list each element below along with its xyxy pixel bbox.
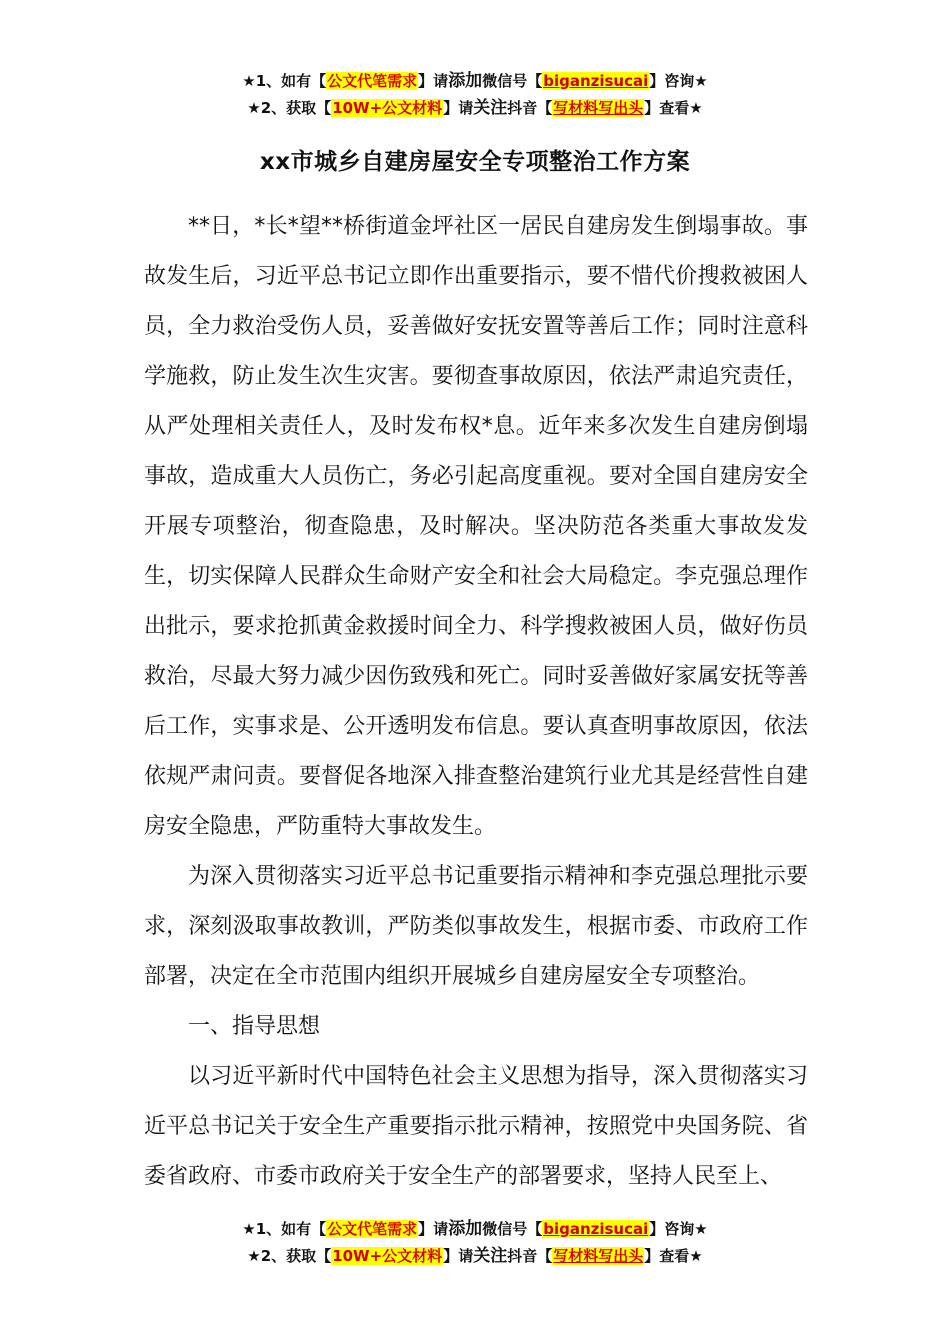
banner-emphasis: 添加	[448, 1219, 483, 1239]
banner-highlight: 10W+公文材料	[332, 1247, 443, 1265]
paragraph: 以习近平新时代中国特色社会主义思想为指导，深入贯彻落实习近平总书记关于安全生产重要指示批示精神，按照党中央国务院、省委省政府、市委市政府关于安全生产的部署要求，坚持人民至上、	[144, 1064, 808, 1189]
banner-highlight-wechat: biganzisucai	[543, 72, 649, 90]
banner-text: 】咨询★	[649, 1220, 708, 1238]
banner-text: 抖音【	[507, 99, 553, 117]
banner-text: 】咨询★	[649, 72, 708, 90]
banner-emphasis: 添加	[448, 71, 483, 91]
banner-text: ★1、如有【	[242, 1220, 327, 1238]
banner-line-1	[0, 68, 950, 95]
footer-banner	[0, 1216, 950, 1270]
banner-highlight-wechat: biganzisucai	[543, 1220, 649, 1238]
banner-highlight: 公文代笔需求	[327, 1220, 418, 1238]
banner-emphasis: 关注	[473, 98, 508, 118]
banner-text: ★2、获取【	[247, 99, 332, 117]
section-heading: 一、指导思想	[188, 1014, 321, 1039]
banner-line-1	[0, 1216, 950, 1243]
banner-line-2	[0, 1243, 950, 1270]
document-body	[144, 202, 808, 1202]
banner-text: 】请	[443, 1247, 474, 1265]
paragraph: 为深入贯彻落实习近平总书记重要指示精神和李克强总理批示要求，深刻汲取事故教训，严防类似事故发生，根据市委、市政府工作部署，决定在全市范围内组织开展城乡自建房屋安全专项整治。	[144, 864, 808, 989]
banner-highlight-douyin: 写材料写出头	[553, 99, 644, 117]
banner-text: 】请	[443, 99, 474, 117]
banner-text: ★2、获取【	[247, 1247, 332, 1265]
banner-text: 微信号【	[482, 1220, 543, 1238]
banner-highlight-douyin: 写材料写出头	[553, 1247, 644, 1265]
header-banner	[0, 68, 950, 122]
banner-text: 】请	[418, 72, 449, 90]
banner-text: 微信号【	[482, 72, 543, 90]
banner-text: ★1、如有【	[242, 72, 327, 90]
banner-text: 】查看★	[644, 99, 703, 117]
banner-highlight: 公文代笔需求	[327, 72, 418, 90]
banner-text: 】请	[418, 1220, 449, 1238]
paragraph: **日，*长*望**桥街道金坪社区一居民自建房发生倒塌事故。事故发生后，习近平总书记立即作出重要指示，要不惜代价搜救被困人员，全力救治受伤人员，妥善做好安抚安置等善后工作；同时注意科学施救，防止发生次生灾害。要彻查事故原因，依法严肃追究责任，从严处理相关责任人，及时发布权*息。近年来多次发生自建房倒塌事故，造成重大人员伤亡，务必引起高度重视。要对全国自建房安全开展专项整治，彻查隐患，及时解决。坚决防范各类重大事故发发生，切实保障人民群众生命财产安全和社会大局稳定。李克强总理作出批示，要求抢抓黄金救援时间全力、科学搜救被困人员，做好伤员救治，尽最大努力减少因伤致残和死亡。同时妥善做好家属安抚等善后工作，实事求是、公开透明发布信息。要认真查明事故原因，依法依规严肃问责。要督促各地深入排查整治建筑行业尤其是经营性自建房安全隐患，严防重特大事故发生。	[144, 214, 808, 839]
banner-line-2	[0, 95, 950, 122]
banner-text: 】查看★	[644, 1247, 703, 1265]
banner-highlight: 10W+公文材料	[332, 99, 443, 117]
banner-emphasis: 关注	[473, 1246, 508, 1266]
document-title: xx市城乡自建房屋安全专项整治工作方案	[259, 149, 691, 175]
banner-text: 抖音【	[507, 1247, 553, 1265]
